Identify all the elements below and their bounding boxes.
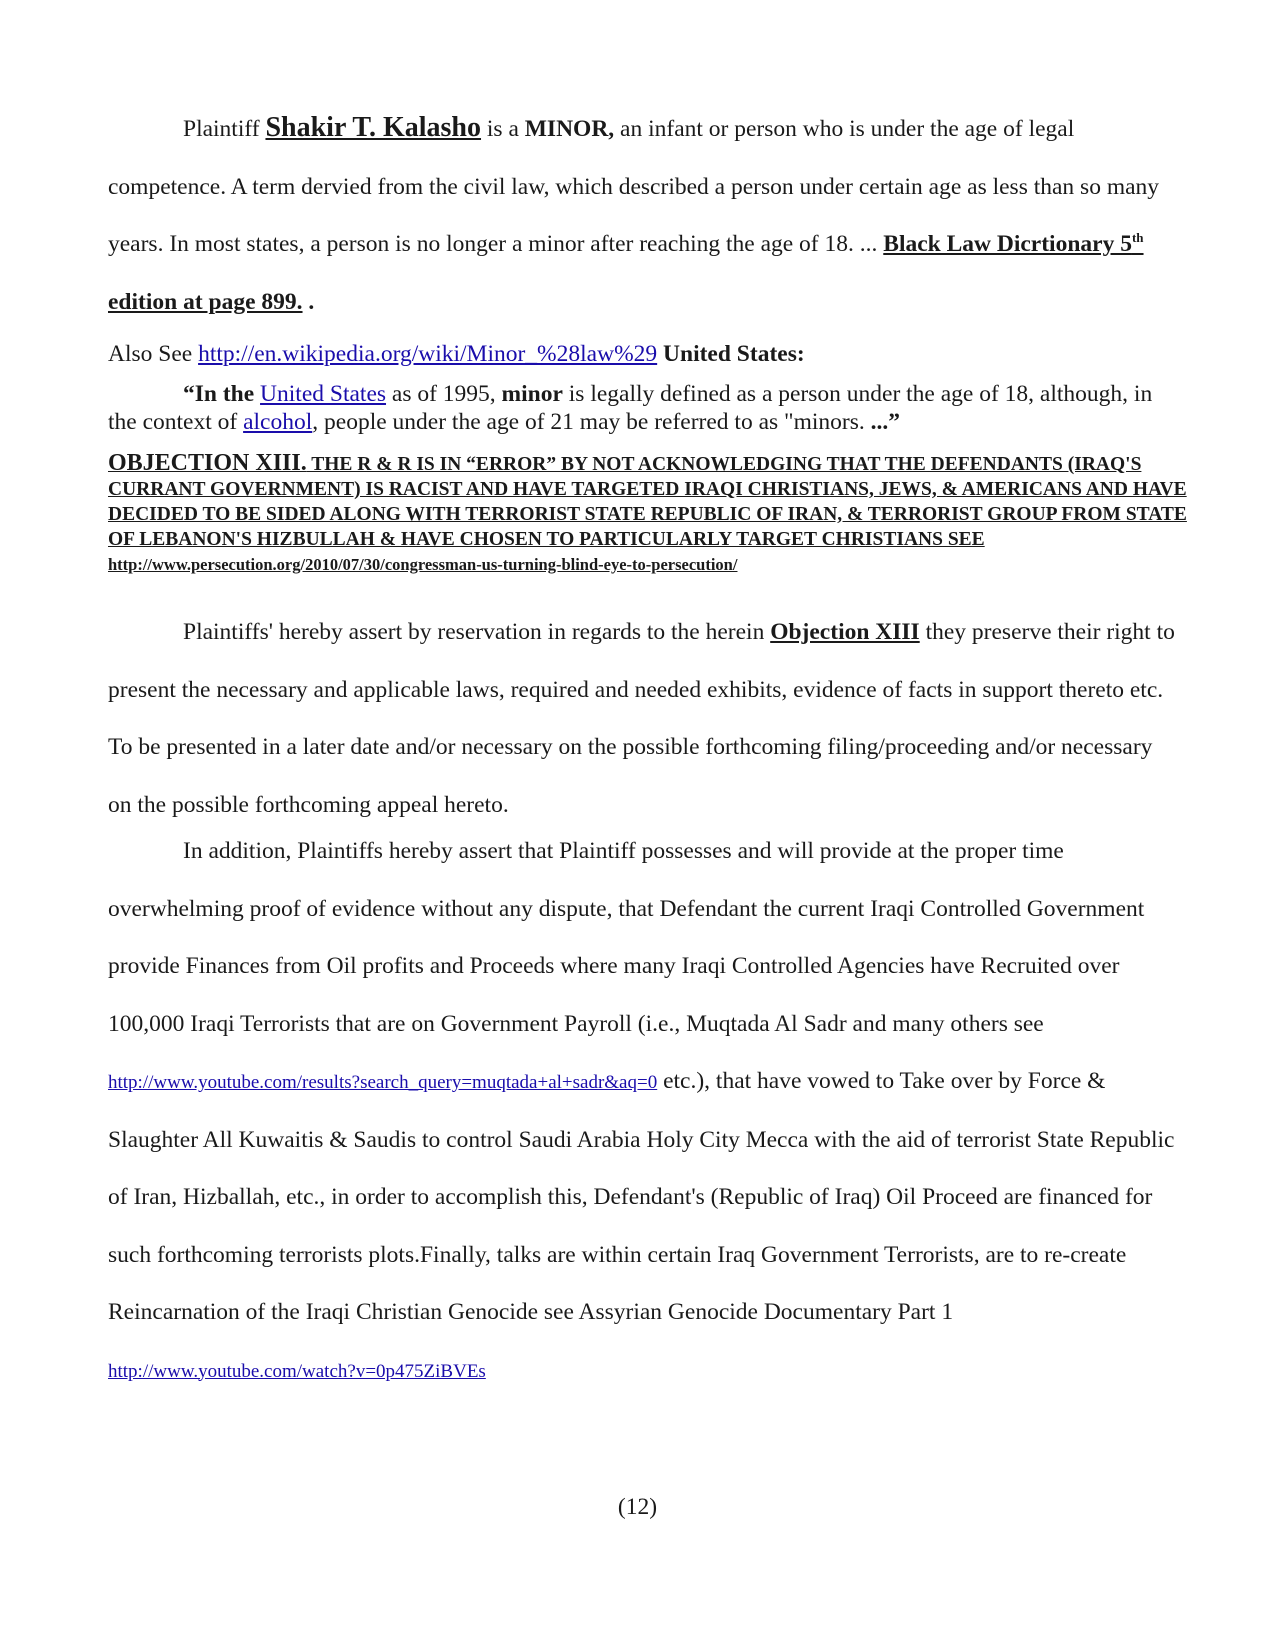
persecution-link[interactable]: http://www.persecution.org/2010/07/30/congressman-us-turning-blind-eye-to-persecution/ xyxy=(108,555,738,574)
youtube-search-link[interactable]: http://www.youtube.com/results?search_query=muqtada+al+sadr&aq=0 xyxy=(108,1072,658,1093)
paragraph-reservation: Plaintiffs' hereby assert by reservation in regards to the herein Objection XIII they preserve their right to present the necessary and applicable laws, required and needed exhibits, evidence of facts in support thereto etc. To be presented in a later date and/or necessary on the possible forthcoming filing/proceeding and/or necessary on the possible forthcoming appeal hereto. xyxy=(108,619,1175,818)
objection-reference: Objection XIII xyxy=(770,619,920,645)
paragraph-minor-definition: Plaintiff Shakir T. Kalasho is a MINOR, an infant or person who is under the age of legal competence. A term dervied from the civil law, which described a person under certain age as less than so many years. In most states, a person is no longer a minor after reaching the age of 18. ... Black Law Dicrtionary 5th edition at page 899. . xyxy=(108,112,1160,315)
youtube-video-link[interactable]: http://www.youtube.com/watch?v=0p475ZiBVEs xyxy=(108,1360,486,1382)
paragraph-also-see: Also See http://en.wikipedia.org/wiki/Minor_%28law%29 United States: xyxy=(108,341,805,367)
plaintiff-name: Shakir T. Kalasho xyxy=(265,112,482,143)
wikipedia-minor-link[interactable]: http://en.wikipedia.org/wiki/Minor_%28law%29 xyxy=(198,341,658,367)
alcohol-link[interactable]: alcohol xyxy=(243,409,313,435)
objection-xiii-heading: OBJECTION XIII. THE R & R IS IN “ERROR” BY NOT ACKNOWLEDGING THAT THE DEFENDANTS (IRAQ'S CURRANT GOVERNMENT) IS RACIST AND HAVE TARGETED IRAQI CHRISTIANS, JEWS, & AMERICANS AND HAVE DECIDED TO BE SIDED ALONG WITH TERRORIST STATE REPUBLIC OF IRAN, & TERRORIST GROUP FROM STATE OF LEBANON'S HIZBULLAH & HAVE CHOSEN TO PARTICULARLY TARGET CHRISTIANS SEE http://www.persecution.org/2010/07/30/congressman-us-turning-blind-eye-to-persecution/ xyxy=(108,450,1187,574)
united-states-link[interactable]: United States xyxy=(260,381,387,407)
objection-number: OBJECTION XIII. xyxy=(108,450,307,476)
page-number: (12) xyxy=(617,1494,658,1520)
united-states-heading: United States: xyxy=(663,341,805,367)
dictionary-citation: Black Law Dicrtionary 5th edition at page 899. xyxy=(108,230,1144,315)
minor-term: MINOR, xyxy=(524,116,615,142)
paragraph-evidence: In addition, Plaintiffs hereby assert that Plaintiff possesses and will provide at the proper time overwhelming proof of evidence without any dispute, that Defendant the current Iraqi Controlled Government provide Finances from Oil profits and Proceeds where many Iraqi Controlled Agencies have Recruited over 100,000 Iraqi Terrorists that are on Government Payroll (i.e., Muqtada Al Sadr and many others see http://www.youtube.com/results?search_query=muqtada+al+sadr&aq=0 etc.), that have vowed to Take over by Force & Slaughter All Kuwaitis & Saudis to control Saudi Arabia Holy City Mecca with the aid of terrorist State Republic of Iran, Hizballah, etc., in order to accomplish this, Defendant's (Republic of Iraq) Oil Proceed are financed for such forthcoming terrorists plots.Finally, talks are within certain Iraq Government Terrorists, are to re-create Reincarnation of the Iraqi Christian Genocide see Assyrian Genocide Documentary Part 1 http://www.youtube.com/watch?v=0p475ZiBVEs xyxy=(108,838,1175,1382)
quote-minor-definition: “In the United States as of 1995, minor is legally defined as a person under the age of 18, although, in the context of alcohol, people under the age of 21 may be referred to as "minors. ...” xyxy=(108,381,1153,435)
